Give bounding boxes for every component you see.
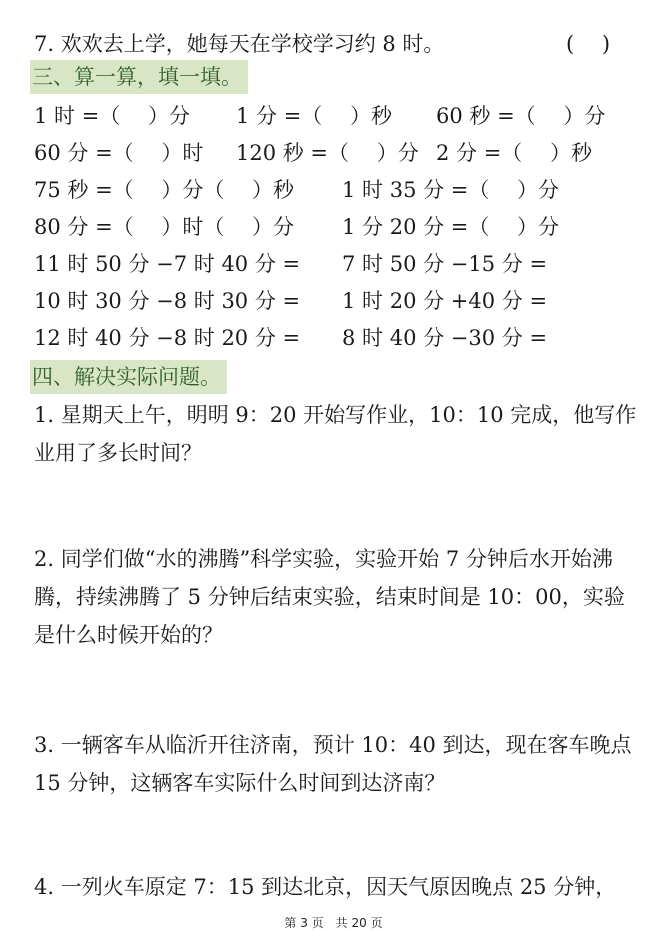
answer-paren: ( ) — [566, 32, 611, 56]
fill-item: 60 秒 =（ ）分 — [436, 104, 606, 128]
fill-item: 2 分 =（ ）秒 — [436, 141, 592, 165]
problem-1: 1. 星期天上午，明明 9：20 开始写作业，10：10 完成，他写作业用了多长时间？ — [34, 403, 637, 465]
section-3-title: 三、算一算，填一填。 — [30, 60, 248, 94]
problem-3: 3. 一辆客车从临沂开往济南，预计 10：40 到达，现在客车晚点 15 分钟，这辆客车实际什么时间到达济南？ — [34, 733, 632, 795]
fill-item: 1 分 =（ ）秒 — [236, 104, 392, 128]
calc-item: 10 时 30 分 −8 时 30 分 = — [34, 289, 301, 313]
section-4-title: 四、解决实际问题。 — [30, 360, 227, 394]
fill-item: 1 时 35 分 =（ ）分 — [342, 178, 560, 202]
problem-4: 4. 一列火车原定 7：15 到达北京，因天气原因晚点 25 分钟， — [34, 875, 617, 899]
fill-item: 75 秒 =（ ）分（ ）秒 — [34, 178, 295, 202]
calc-item: 12 时 40 分 −8 时 20 分 = — [34, 326, 301, 350]
problem-2: 2. 同学们做“水的沸腾”科学实验，实验开始 7 分钟后水开始沸腾，持续沸腾了 5 分钟后结束实验，结束时间是 10：00，实验是什么时候开始的？ — [34, 547, 625, 647]
fill-item: 120 秒 =（ ）分 — [236, 141, 419, 165]
fill-item: 80 分 =（ ）时（ ）分 — [34, 215, 295, 239]
calc-item: 1 时 20 分 +40 分 = — [342, 289, 548, 313]
question-7: 7. 欢欢去上学，她每天在学校学习约 8 时。 — [34, 32, 445, 56]
fill-item: 1 时 =（ ）分 — [34, 104, 190, 128]
calc-item: 7 时 50 分 −15 分 = — [342, 252, 548, 276]
calc-item: 11 时 50 分 −7 时 40 分 = — [34, 252, 301, 276]
fill-item: 60 分 =（ ）时 — [34, 141, 204, 165]
page-footer: 第 3 页 共 20 页 — [284, 916, 383, 930]
calc-item: 8 时 40 分 −30 分 = — [342, 326, 548, 350]
fill-item: 1 分 20 分 =（ ）分 — [342, 215, 560, 239]
